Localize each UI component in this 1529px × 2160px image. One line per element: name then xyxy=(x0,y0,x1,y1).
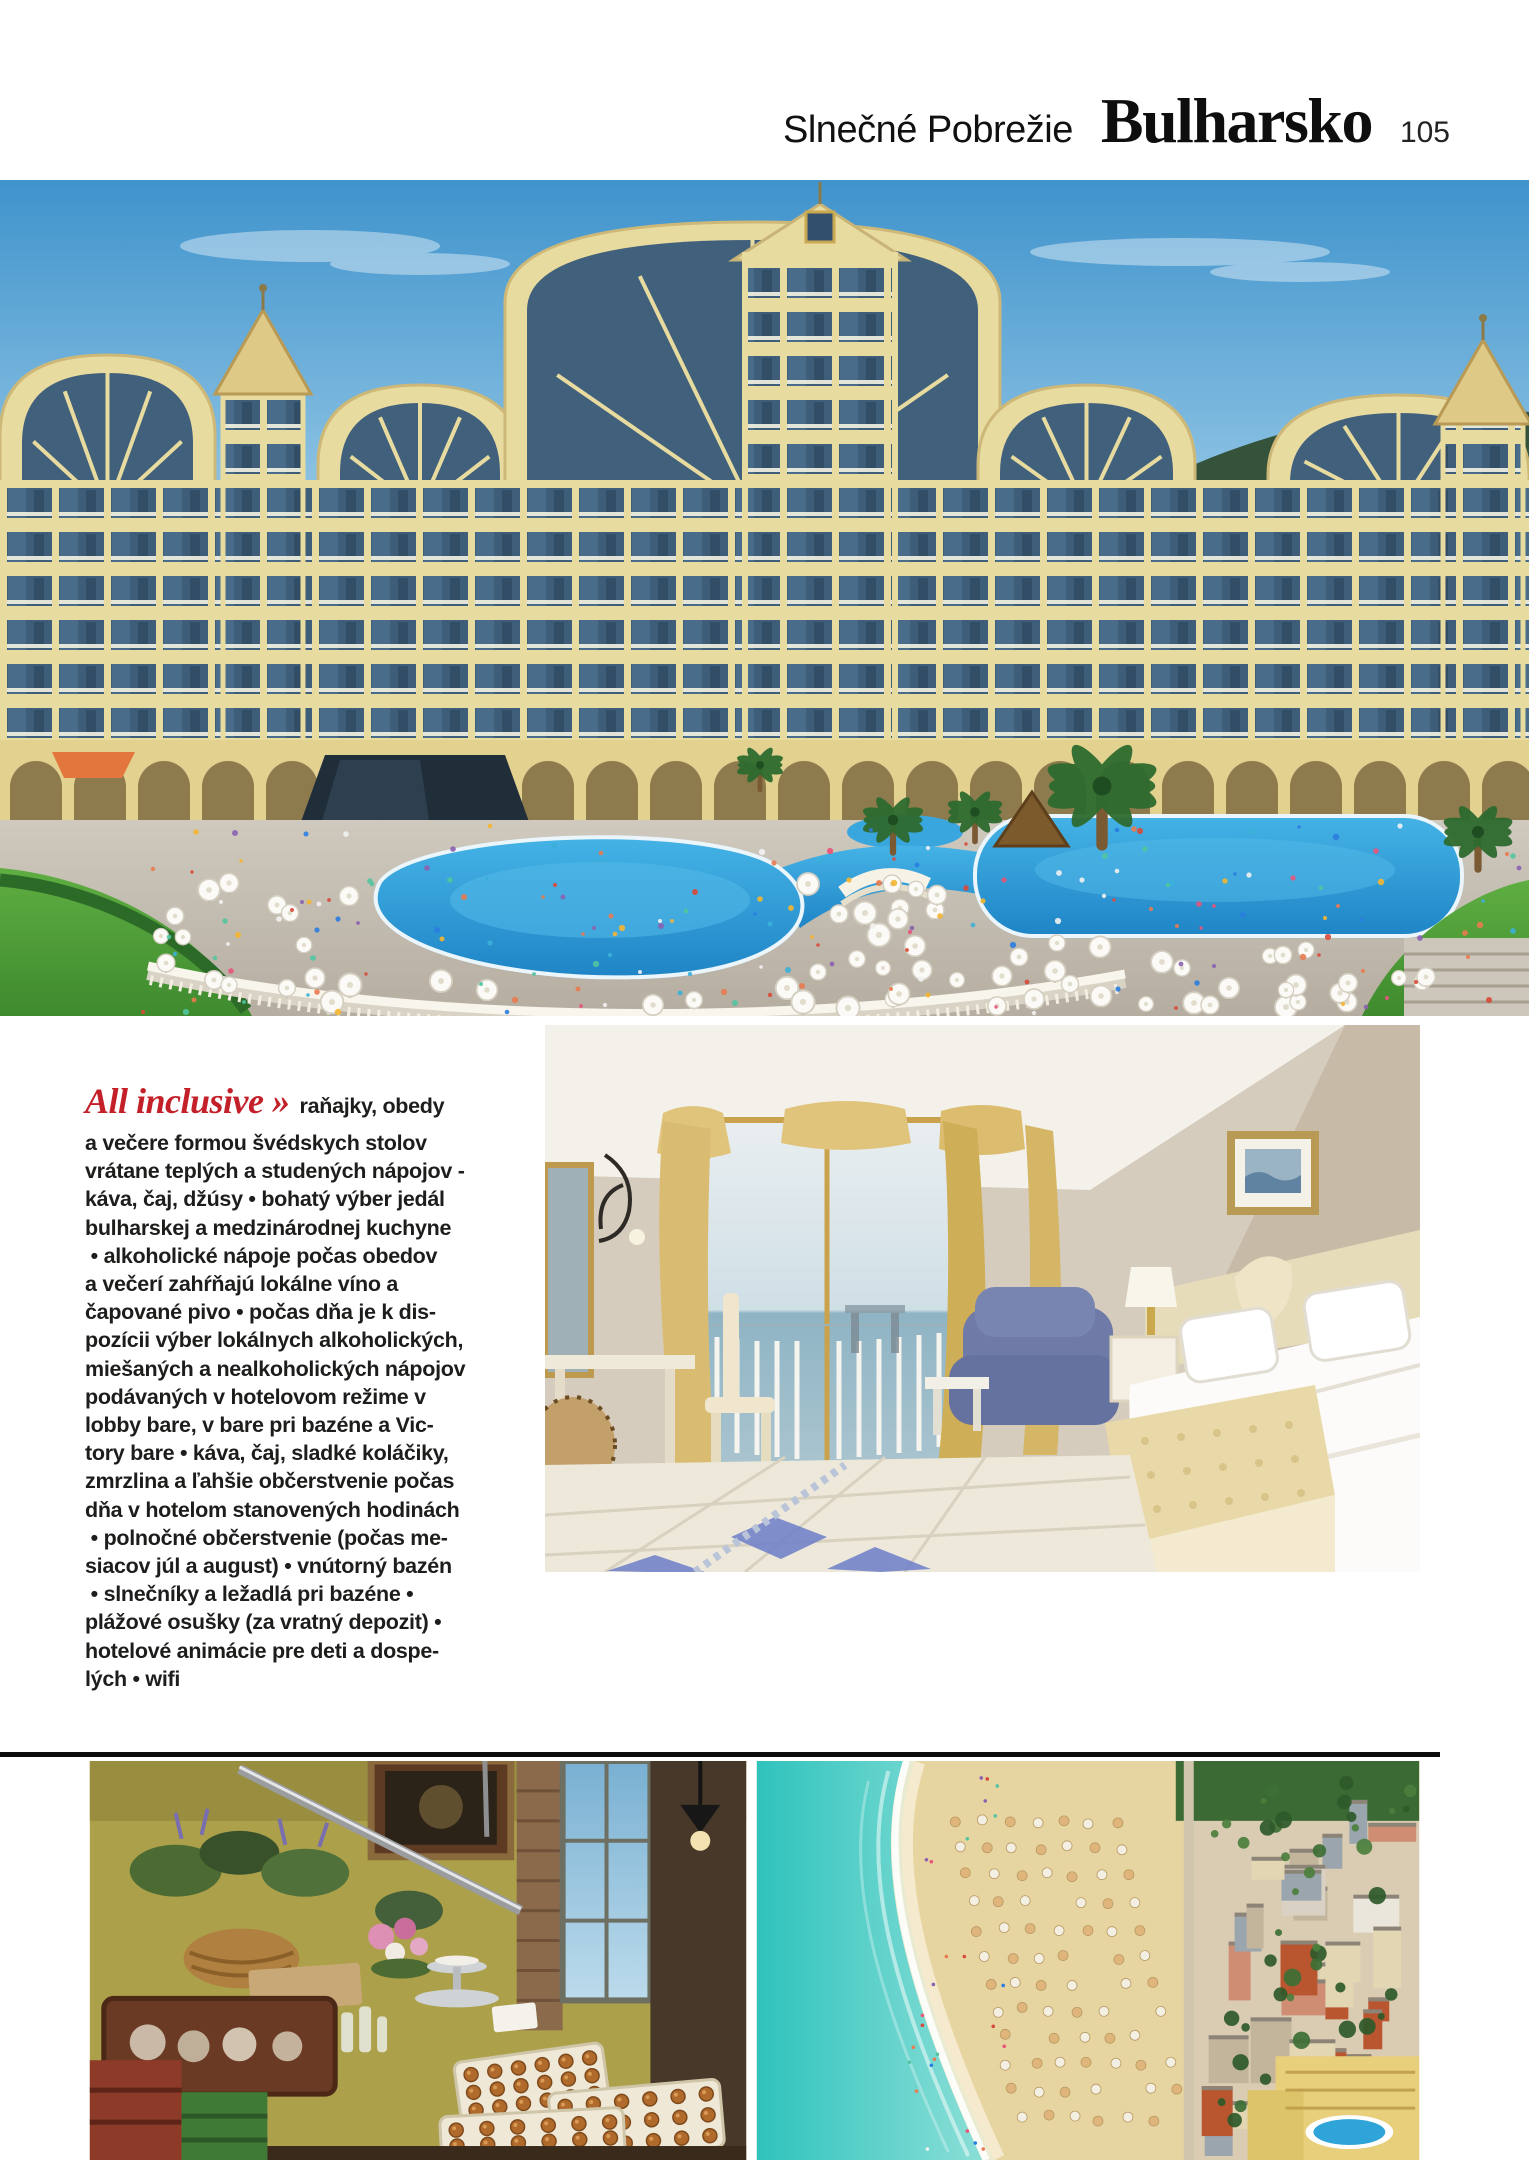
label-card xyxy=(492,2002,538,2032)
text-line: siacov júl a august) • vnútorný bazén xyxy=(85,1554,452,1579)
brick-pillar xyxy=(517,1761,563,2030)
page-number: 105 xyxy=(1399,116,1450,149)
buffet-photo xyxy=(89,1761,747,2160)
room-photo xyxy=(545,1025,1420,1572)
text-line: • polnočné občerstvenie (počas me- xyxy=(85,1525,448,1550)
text-line: podávaných v hotelovom režime v xyxy=(85,1384,426,1409)
hero-photo xyxy=(0,180,1529,1016)
text-line: vrátane teplých a studených nápojov - xyxy=(85,1159,465,1184)
coffee-table xyxy=(925,1377,989,1389)
text-line: káva, čaj, džúsy • bohatý výber jedál xyxy=(85,1187,445,1212)
all-inclusive-text xyxy=(85,1078,555,1693)
text-line: hotelové animácie pre deti a dospe- xyxy=(85,1638,439,1663)
promenade xyxy=(1184,1761,1194,2160)
text-line: tory bare • káva, čaj, sladké koláčiky, xyxy=(85,1441,449,1466)
orange-awning xyxy=(52,752,135,778)
forest xyxy=(1176,1761,1419,1821)
text-line-start: raňajky, obedy xyxy=(299,1094,445,1118)
country-title: Bulharsko xyxy=(1100,85,1372,156)
text-line: lobby bare, v bare pri bazéne a Vic- xyxy=(85,1413,434,1438)
text-line: miešaných a nealkoholických nápojov xyxy=(85,1356,466,1381)
all-inclusive-heading: All inclusive » xyxy=(85,1081,290,1121)
text-line xyxy=(85,1078,555,1129)
coffee-table-leg xyxy=(933,1389,941,1435)
text-line: čapované pivo • počas dňa je k dis- xyxy=(85,1300,436,1325)
region-title: Slnečné Pobrežie xyxy=(783,109,1073,151)
tiled-floor xyxy=(545,1455,1157,1572)
text-line: • slnečníky a ležadlá pri bazéne • xyxy=(85,1582,414,1607)
text-lines xyxy=(85,1129,555,1693)
desk-top xyxy=(545,1355,695,1369)
balcony-window xyxy=(685,1120,970,1465)
desk-leg xyxy=(665,1369,675,1465)
table-edge xyxy=(267,2146,746,2160)
beach-photo xyxy=(756,1761,1420,2160)
text-line: a večere formou švédskych stolov xyxy=(85,1131,427,1155)
text-line: pozícii výber lokálnych alkoholických, xyxy=(85,1328,464,1353)
text-line: lých • wifi xyxy=(85,1666,181,1691)
page-header xyxy=(783,84,1450,158)
text-line: dňa v hotelom stanovených hodinách xyxy=(85,1497,460,1522)
coffee-table-leg xyxy=(973,1389,981,1431)
hotel-central-tower xyxy=(733,182,907,825)
text-line: plážové osušky (za vratný depozit) • xyxy=(85,1610,442,1635)
framed-picture xyxy=(1227,1131,1319,1215)
mirror xyxy=(545,1165,591,1375)
text-line: • alkoholické nápoje počas obedov xyxy=(85,1243,438,1268)
text-line: bulharskej a medzinárodnej kuchyne xyxy=(85,1215,452,1240)
text-line: a večerí zahŕňajú lokálne víno a xyxy=(85,1272,399,1297)
text-line: zmrzlina a ľahšie občerstvenie počas xyxy=(85,1469,455,1494)
sconce-bulb xyxy=(629,1229,645,1245)
divider-rule xyxy=(0,1752,1440,1757)
